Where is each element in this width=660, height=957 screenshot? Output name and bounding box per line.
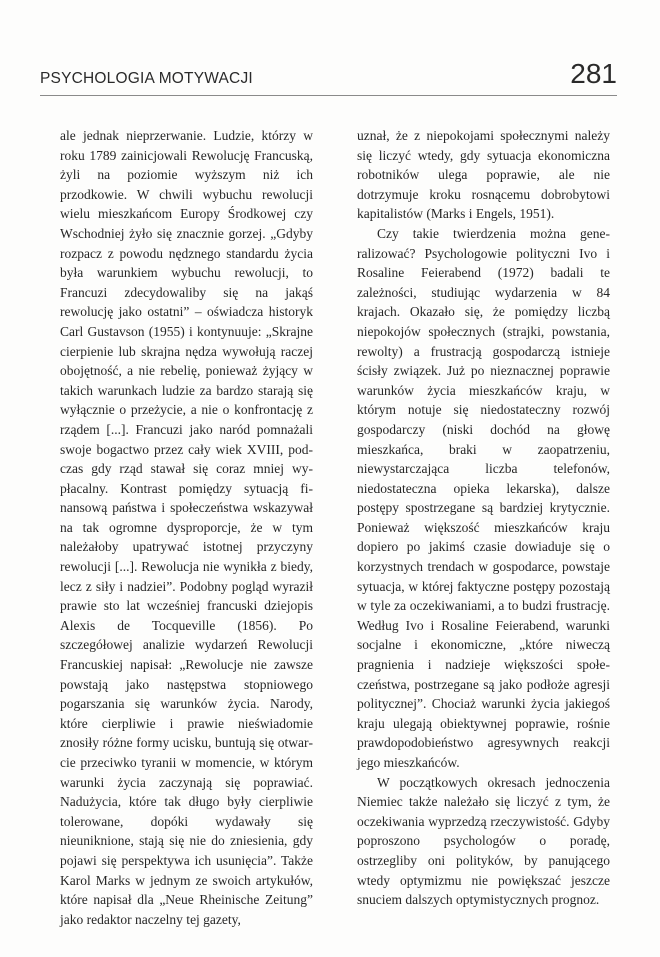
paragraph: W początkowych okresach jednoczenia Niemiec także należało się liczyć z tym, że oczekiwania wyprzedzą rzeczywistość. Gdyby poproszono psychologów o poradę, ostrzegliby oni polityków, by panującego wtedy optymizmu nie powiększać jeszcze snuciem dalszych optymistycznych prognoz. (357, 774, 610, 908)
right-column (357, 126, 610, 910)
paragraph: Czy takie twierdzenia można generalizować? Psychologowie polityczni Ivo i Rosaline Feierabend (1972) badali te zależności, studiując wydarzenia w 84 krajach. Okazało się, że pomiędzy liczbą niepokojów społecznych (strajki, powstania, rewolty) a frustracją gospodarczą istnieje ścisły związek. Już po nieznacznej poprawie warunków życia mieszkańców kraju, w którym notuje się niedostateczny rozwój gospodarczy (niski dochód na głowę mieszkańca, braki w zaopatrzeniu, niewystarczająca liczba telefonów, niedostateczna opieka lekarska), dalsze postępy spostrzegane są bardziej krytycznie. Ponieważ większość mieszkańców kraju dopiero po jakimś czasie dowiaduje się o korzystnych trendach w gospodarce, powstaje sytuacja, w której faktyczne postępy pozostają w tyle za oczekiwaniami, a to budzi frustrację. Według Ivo i Rosaline Feierabend, warunki socjalne i ekonomiczne, „które niweczą pragnienia i nadzieje większości społeczeństwa, postrzegane są jako podłoże agresji politycznej”. Chociaż warunki życia jakiegoś kraju ulegają obiektywnej poprawie, rośnie prawdopodobieństwo agresywnych reakcji jego mieszkańców. (357, 225, 610, 770)
page-header (40, 58, 617, 94)
page-number: 281 (570, 58, 617, 89)
left-column (60, 126, 313, 929)
header-rule (40, 95, 617, 96)
paragraph: ale jednak nieprzerwanie. Ludzie, którzy w roku 1789 zainicjowali Rewolucję Francuską, żyli na poziomie wyższym niż ich przodkowie. W chwili wybuchu rewolucji wielu mieszkańcom Europy Środkowej czy Wschodniej żyło się znacznie gorzej. „Gdyby rozpacz z powodu nędznego standardu życia była warunkiem wybuchu rewolucji, to Francuzi zdecydowaliby się na jakąś rewolucję jako ostatni” – oświadcza historyk Carl Gustavson (1955) i kontynuuje: „Skrajne cierpienie lub skrajna nędza wywołują raczej obojętność, a nie rebelię, ponieważ żyjący w takich warunkach ludzie za bardzo starają się wyłącznie o przeżycie, a nie o konfrontację z rządem [...]. Francuzi jako naród pomnażali swoje bogactwo przez cały wiek XVIII, podczas gdy rząd stawał się coraz mniej wypłacalny. Kontrast pomiędzy sytuacją finansową państwa i społeczeństwa wskazywał na tak ogromne dysproporcje, że w tym należałoby upatrywać istotnej przyczyny rewolucji [...]. Rewolucja nie wynikła z biedy, lecz z siły i nadziei”. Podobny pogląd wyraził prawie sto lat wcześniej francuski dziejopis Alexis de Tocqueville (1856). Po szczegółowej analizie wydarzeń Rewolucji Francuskiej napisał: „Rewolucje nie zawsze powstają jako następstwa stopniowego pogarszania się warunków życia. Narody, które cierpliwie i prawie nieświadomie znosiły różne formy ucisku, buntują się otwarcie przeciwko tyranii w momencie, w którym warunki życia zaczynają się poprawiać. Nadużycia, które tak długo były cierpliwie tolerowane, dopóki wydawały się nieuniknione, stają się nie do zniesienia, gdy pojawi się perspektywa ich usunięcia”. Także Karol Marks w jednym ze swoich artykułów, które napisał dla „Neue Rheinische Zeitung” jako redaktor naczelny tej gazety, (60, 128, 313, 927)
paragraph: uznał, że z niepokojami społecznymi należy się liczyć wtedy, gdy sytuacja ekonomiczna robotników ulega poprawie, ale nie dotrzymuje kroku rosnącemu dobrobytowi kapitalistów (Marks i Engels, 1951). (357, 128, 610, 222)
running-head: PSYCHOLOGIA MOTYWACJI (40, 70, 253, 87)
